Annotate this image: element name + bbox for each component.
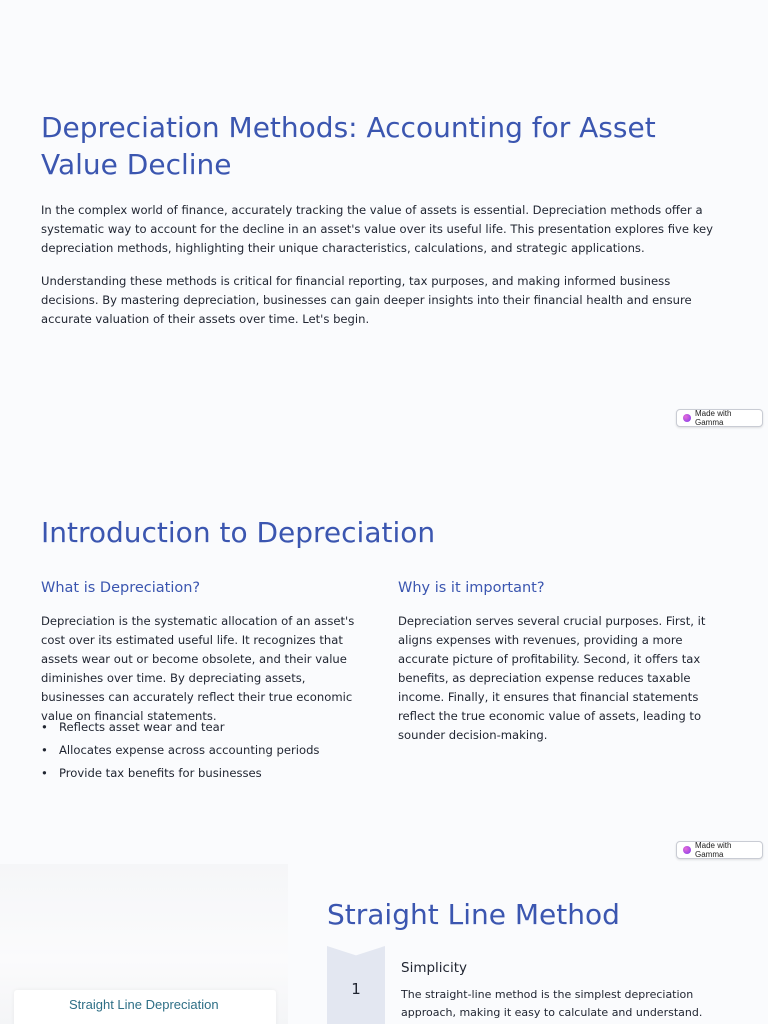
step-body: The straight-line method is the simplest depreciation approach, making it easy to calculate and understand. bbox=[401, 988, 703, 1019]
badge-label: Made with Gamma bbox=[694, 409, 732, 427]
list-item: • Reflects asset wear and tear bbox=[41, 720, 225, 734]
made-with-gamma-badge[interactable] bbox=[676, 841, 763, 859]
step-number: 1 bbox=[351, 980, 361, 998]
bullet-icon: • bbox=[41, 743, 48, 757]
intro-paragraph-1: In the complex world of finance, accurately tracking the value of assets is essential. Depreciation methods offer a systematic way to account for the decline in an asset's value over its useful life. This presentation explores five key depreciation methods, highlighting their unique characteristics, calculations, and strategic applications. bbox=[41, 203, 713, 255]
list-item: • Provide tax benefits for businesses bbox=[41, 766, 262, 780]
gamma-logo-icon bbox=[683, 846, 691, 854]
straight-line-image bbox=[0, 864, 288, 1024]
intro-paragraph-2: Understanding these methods is critical for financial reporting, tax purposes, and making informed business decisions. By mastering depreciation, businesses can gain deeper insights into their financial health and ensure accurate valuation of their assets over time. Let's begin. bbox=[41, 274, 692, 326]
step-heading: Simplicity bbox=[401, 960, 467, 976]
list-item: • Allocates expense across accounting periods bbox=[41, 743, 320, 757]
image-caption: Straight Line Depreciation bbox=[69, 997, 219, 1012]
bullet-icon: • bbox=[41, 766, 48, 780]
why-important-body: Depreciation serves several crucial purposes. First, it aligns expenses with revenues, providing a more accurate picture of profitability. Second, it offers tax benefits, as depreciation expense reduces taxable income. Finally, it ensures that financial statements reflect the true economic value of assets, leading to sounder decision-making. bbox=[398, 614, 706, 742]
section-title: Introduction to Depreciation bbox=[41, 516, 436, 549]
what-is-depreciation-body: Depreciation is the systematic allocation of an asset's cost over its estimated useful life. It recognizes that assets wear out or become obsolete, and their value diminishes over time. By depreciating assets, businesses can accurately reflect their true economic value on financial statements. bbox=[41, 614, 355, 723]
slide-title: Depreciation Methods: Accounting for Asset Value Decline bbox=[41, 111, 656, 181]
image-card bbox=[14, 990, 276, 1024]
straight-line-title: Straight Line Method bbox=[327, 898, 620, 931]
badge-label: Made with Gamma bbox=[694, 841, 732, 859]
what-is-depreciation-heading: What is Depreciation? bbox=[41, 580, 201, 596]
why-important-heading: Why is it important? bbox=[398, 580, 545, 596]
bullet-icon: • bbox=[41, 720, 48, 734]
